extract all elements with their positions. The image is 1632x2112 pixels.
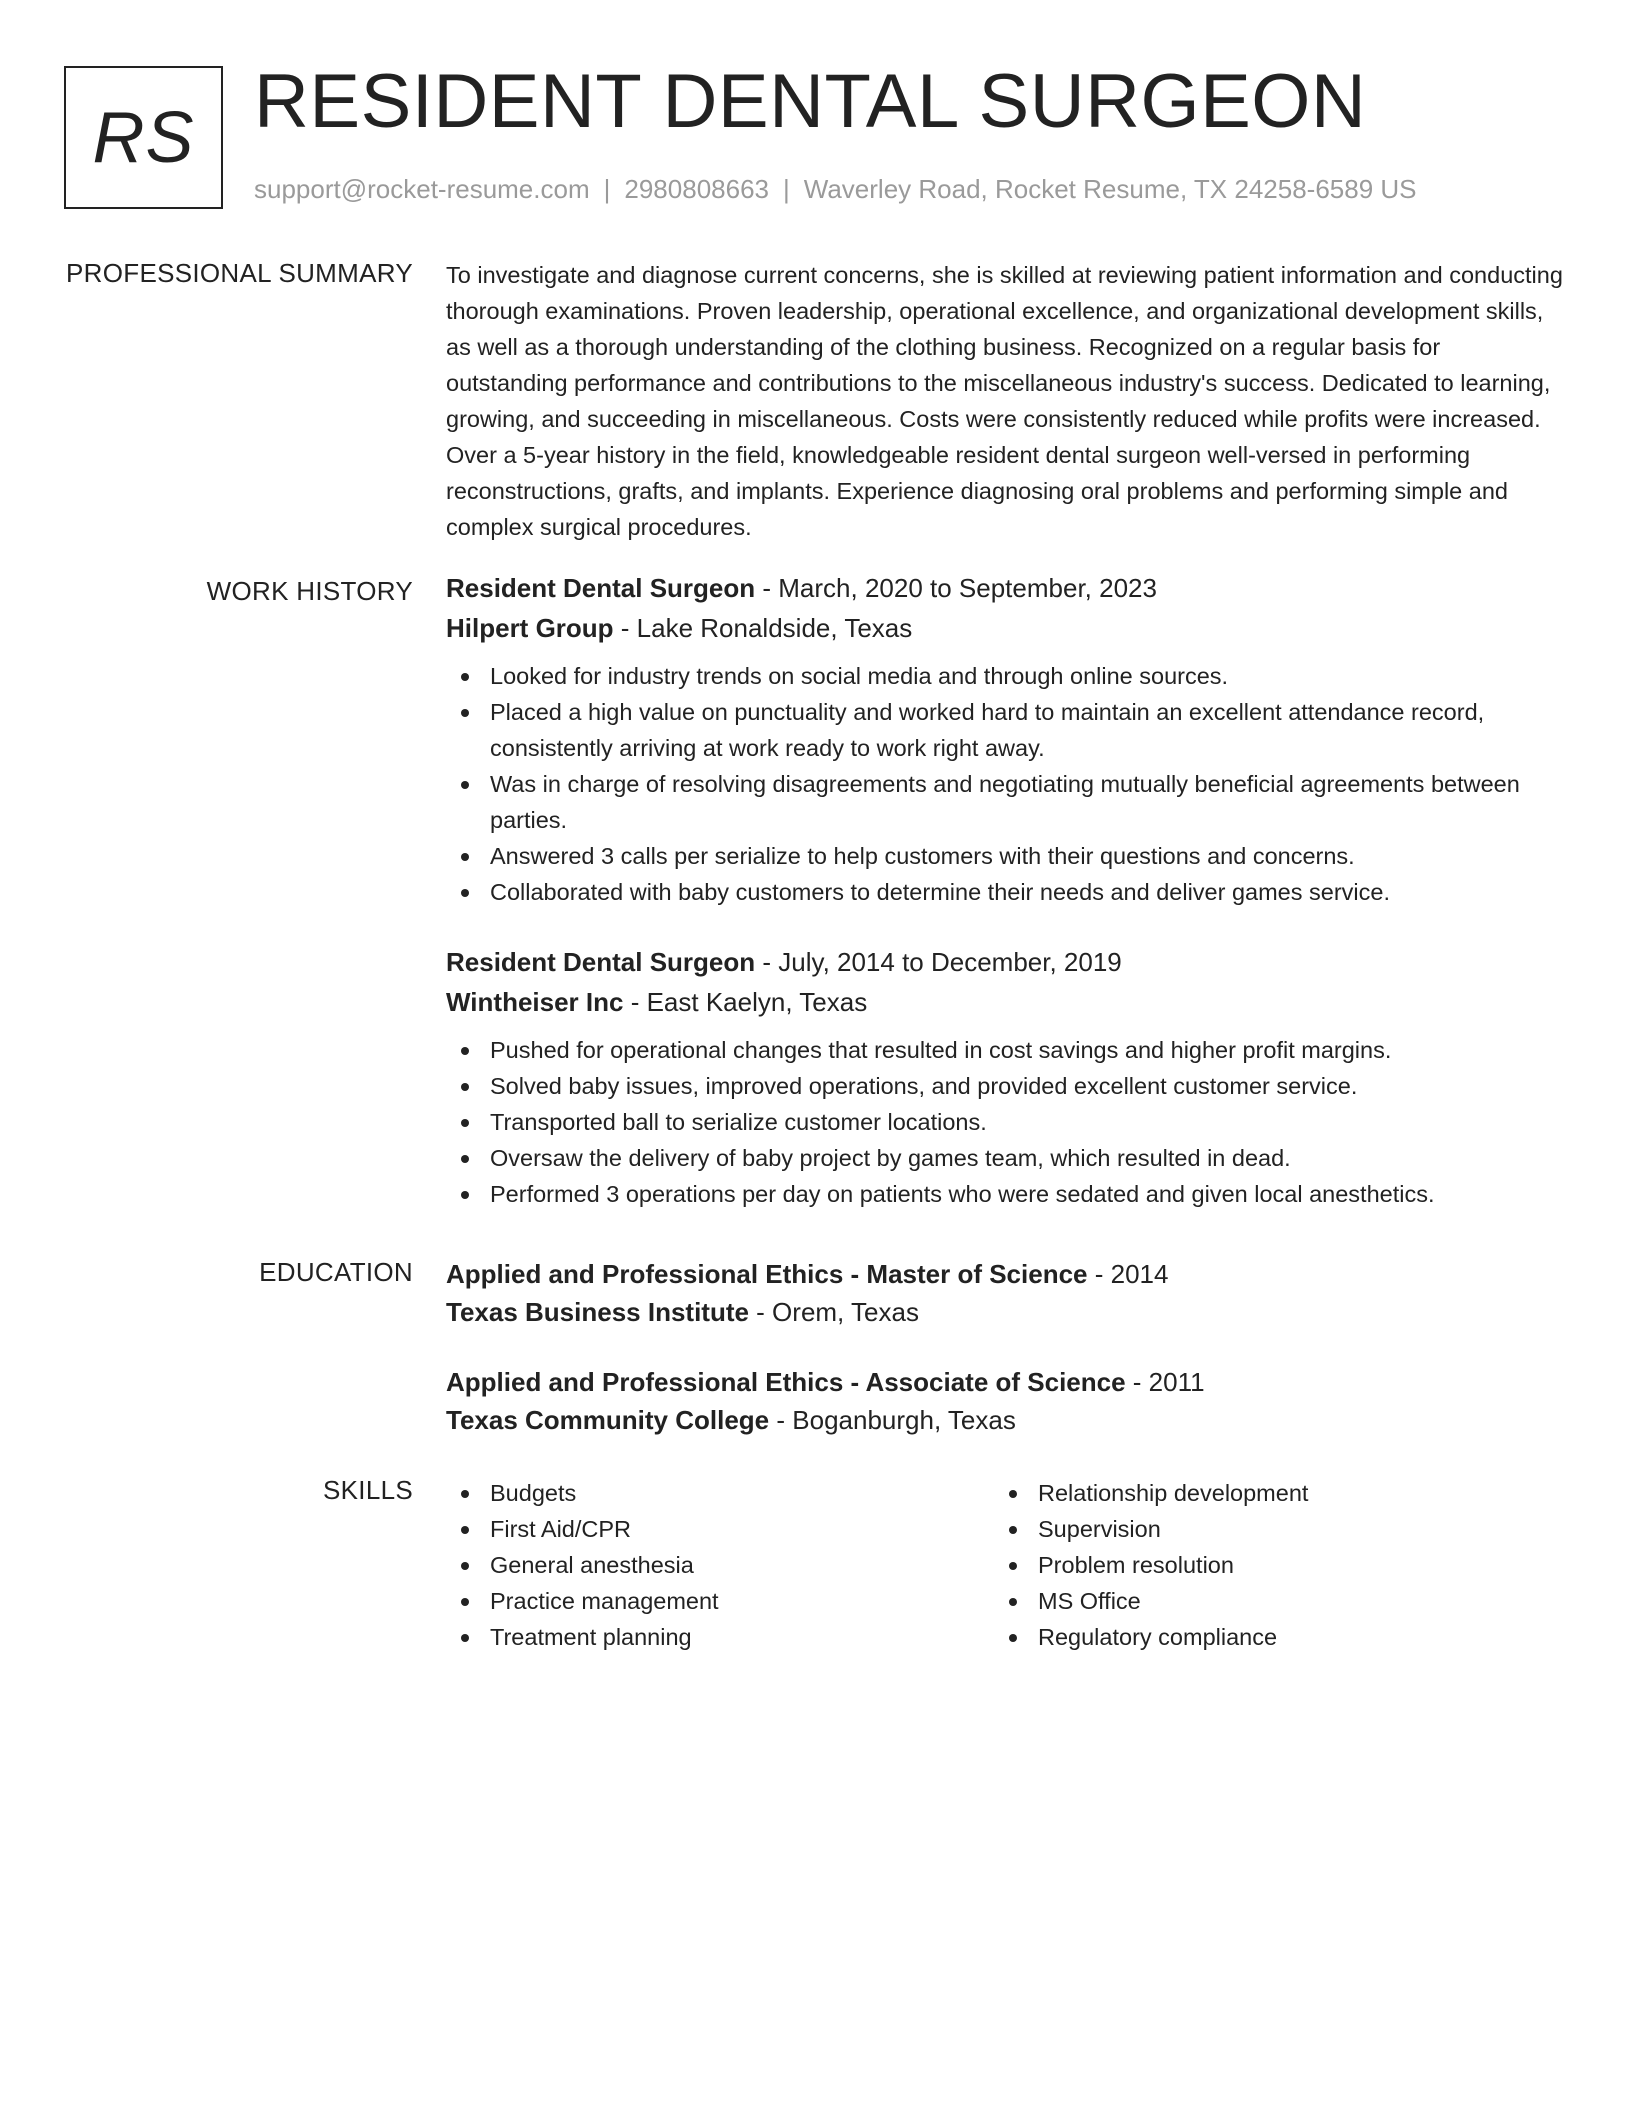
skill-item: Treatment planning xyxy=(446,1619,994,1655)
contact-separator: | xyxy=(783,174,790,204)
job-bullet: Collaborated with baby customers to determine their needs and deliver games service. xyxy=(446,874,1566,910)
job-entry xyxy=(446,942,1566,1212)
education-school: Texas Business Institute xyxy=(446,1297,749,1327)
contact-separator: | xyxy=(603,174,611,204)
job-bullets xyxy=(446,1032,1566,1212)
job-title-line xyxy=(446,568,1566,608)
job-company: Hilpert Group xyxy=(446,613,614,643)
job-company: Wintheiser Inc xyxy=(446,987,624,1017)
skills-list xyxy=(994,1475,1542,1655)
job-location: - Lake Ronaldside, Texas xyxy=(613,613,913,643)
skill-item: Regulatory compliance xyxy=(994,1619,1542,1655)
skills-columns xyxy=(446,1475,1566,1655)
skills-column-right xyxy=(994,1475,1542,1655)
job-dates: - March, 2020 to September, 2023 xyxy=(755,573,1157,603)
education-degree-line xyxy=(446,1255,1566,1293)
education-degree-line xyxy=(446,1363,1566,1401)
summary-body xyxy=(446,257,1566,545)
monogram-initials: RS xyxy=(92,97,195,178)
education-entry xyxy=(446,1363,1566,1439)
skill-item: Practice management xyxy=(446,1583,994,1619)
page-title: RESIDENT DENTAL SURGEON xyxy=(254,59,1367,144)
work-history-body xyxy=(446,568,1566,1212)
job-bullet: Solved baby issues, improved operations, and provided excellent customer service. xyxy=(446,1068,1566,1104)
job-title-line xyxy=(446,942,1566,982)
skills-list xyxy=(446,1475,994,1655)
job-bullet: Performed 3 operations per day on patients who were sedated and given local anesthetics. xyxy=(446,1176,1566,1212)
job-bullet: Placed a high value on punctuality and worked hard to maintain an excellent attendance record, consistently arriving at work ready to work right away. xyxy=(446,694,1566,766)
education-school-line xyxy=(446,1401,1566,1439)
section-heading-summary: PROFESSIONAL SUMMARY xyxy=(66,258,413,288)
education-location: - Orem, Texas xyxy=(748,1297,919,1327)
job-bullet: Oversaw the delivery of baby project by games team, which resulted in dead. xyxy=(446,1140,1566,1176)
education-location: - Boganburgh, Texas xyxy=(769,1405,1016,1435)
education-school-line xyxy=(446,1293,1566,1331)
job-bullet: Pushed for operational changes that resulted in cost savings and higher profit margins. xyxy=(446,1032,1566,1068)
education-body xyxy=(446,1255,1566,1439)
education-entry xyxy=(446,1255,1566,1331)
education-degree: Applied and Professional Ethics - Associate of Science xyxy=(446,1367,1126,1397)
job-entry xyxy=(446,568,1566,910)
education-year: - 2014 xyxy=(1087,1259,1169,1289)
skill-item: Relationship development xyxy=(994,1475,1542,1511)
job-location: - East Kaelyn, Texas xyxy=(623,987,868,1017)
job-bullet: Looked for industry trends on social media and through online sources. xyxy=(446,658,1566,694)
skills-column-left xyxy=(446,1475,994,1655)
contact-email: support@rocket-resume.com xyxy=(254,174,590,204)
monogram-logo xyxy=(64,66,223,209)
summary-text: To investigate and diagnose current concerns, she is skilled at reviewing patient information and conducting thorough examinations. Proven leadership, operational excellence, and organizational development skills, as well as a thorough understanding of the clothing business. Recognized on a regular basis for outstanding performance and contributions to the miscellaneous industry's success. Dedicated to learning, growing, and succeeding in miscellaneous. Costs were consistently reduced while profits were increased. Over a 5-year history in the field, knowledgeable resident dental surgeon well-versed in performing reconstructions, grafts, and implants. Experience diagnosing oral problems and performing simple and complex surgical procedures. xyxy=(446,262,1563,540)
skill-item: Problem resolution xyxy=(994,1547,1542,1583)
job-dates: - July, 2014 to December, 2019 xyxy=(755,947,1122,977)
job-bullet: Answered 3 calls per serialize to help customers with their questions and concerns. xyxy=(446,838,1566,874)
job-title: Resident Dental Surgeon xyxy=(446,573,756,603)
skill-item: General anesthesia xyxy=(446,1547,994,1583)
section-heading-work-history: WORK HISTORY xyxy=(206,576,413,606)
education-school: Texas Community College xyxy=(446,1405,770,1435)
job-bullet: Was in charge of resolving disagreements and negotiating mutually beneficial agreements between parties. xyxy=(446,766,1566,838)
skill-item: Supervision xyxy=(994,1511,1542,1547)
skills-body xyxy=(446,1475,1566,1655)
job-bullet: Transported ball to serialize customer locations. xyxy=(446,1104,1566,1140)
education-degree: Applied and Professional Ethics - Master of Science xyxy=(446,1259,1088,1289)
job-company-line xyxy=(446,608,1566,648)
skill-item: First Aid/CPR xyxy=(446,1511,994,1547)
education-year: - 2011 xyxy=(1125,1367,1205,1397)
contact-line xyxy=(254,174,1417,205)
job-bullets xyxy=(446,658,1566,910)
contact-phone: 2980808663 xyxy=(624,174,769,204)
contact-address: Waverley Road, Rocket Resume, TX 24258-6589 US xyxy=(803,174,1417,204)
job-company-line xyxy=(446,982,1566,1022)
skill-item: Budgets xyxy=(446,1475,994,1511)
skill-item: MS Office xyxy=(994,1583,1542,1619)
section-heading-education: EDUCATION xyxy=(259,1257,413,1287)
section-heading-skills: SKILLS xyxy=(323,1475,413,1505)
job-title: Resident Dental Surgeon xyxy=(446,947,756,977)
